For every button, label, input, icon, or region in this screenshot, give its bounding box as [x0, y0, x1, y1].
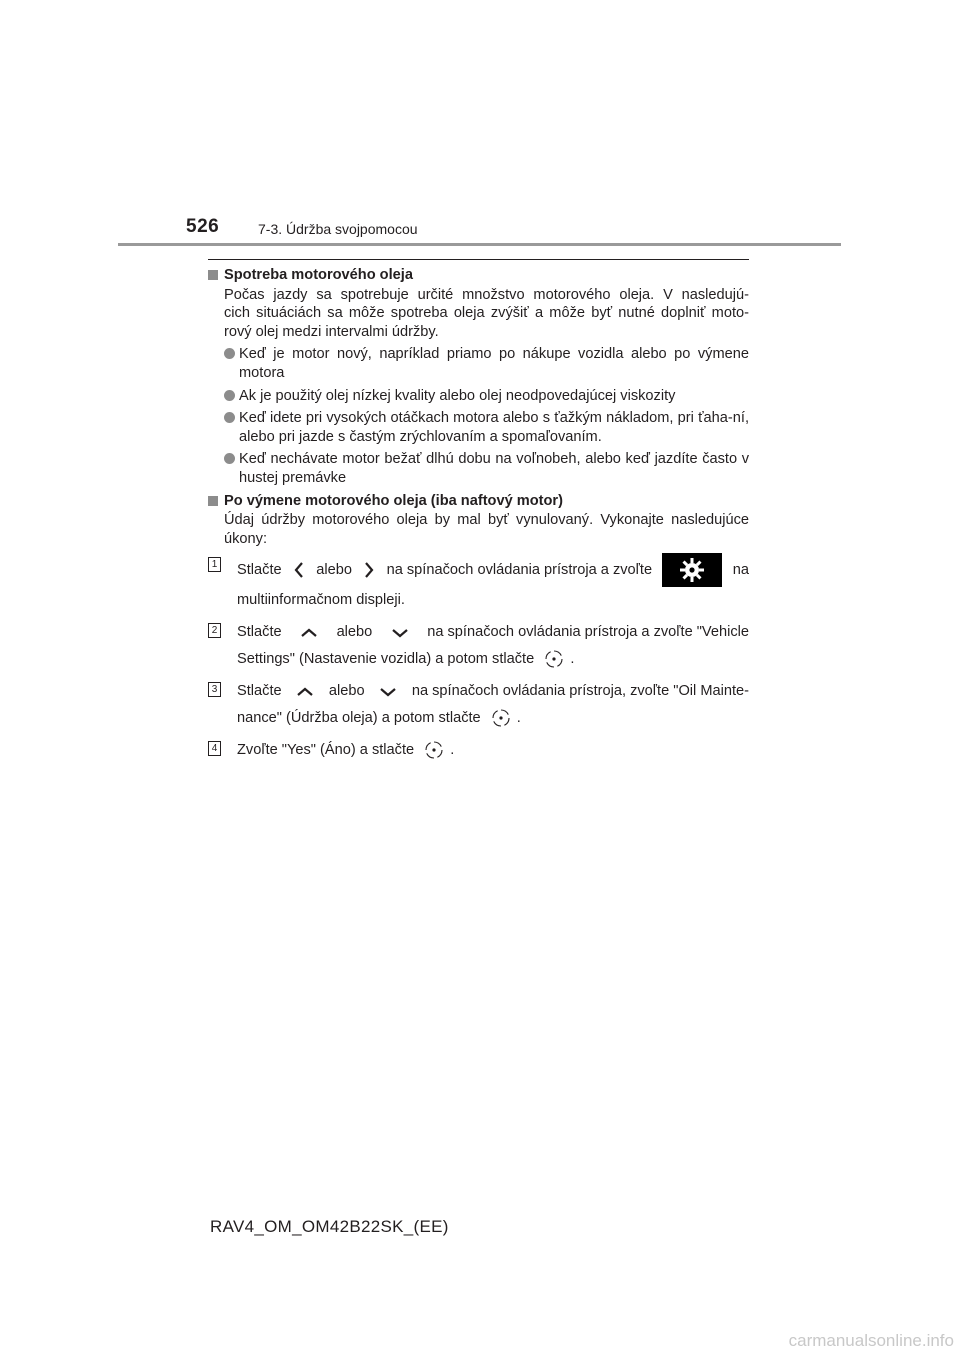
chevron-right-icon [362, 561, 376, 579]
section-heading [208, 266, 749, 285]
heading-text: Spotreba motorového oleja [224, 267, 413, 283]
section-heading [208, 492, 749, 511]
step-1 [208, 553, 749, 614]
step-word: Stlačte [237, 683, 282, 700]
watermark: carmanualsonline.info [788, 1331, 954, 1350]
chevron-down-icon [378, 685, 398, 699]
step-word: na spínačoch ovládania prístroja, zvoľte "Oil Mainte- [411, 683, 749, 700]
chevron-up-icon [295, 685, 315, 699]
bullet-dot-icon [224, 348, 235, 359]
chevron-left-icon [292, 561, 306, 579]
paragraph-line: cich situáciách sa môže spotreba oleja zvýšiť a môže byť nutné doplniť moto- [224, 305, 749, 322]
heading-square-icon [208, 270, 218, 280]
step-word: Stlačte [237, 624, 282, 641]
step-line [237, 619, 749, 646]
step-word: . [516, 710, 521, 727]
step-word: na spínačoch ovládania prístroja a zvoľte "Vehicle [427, 624, 749, 641]
step-2 [208, 619, 749, 673]
step-3 [208, 678, 749, 732]
chevron-down-icon [390, 626, 410, 640]
step-4 [208, 737, 749, 764]
bullet-dot-icon [224, 390, 235, 401]
bullet-item [224, 345, 749, 382]
bullet-item [224, 450, 749, 487]
step-word: . [570, 651, 575, 668]
section-title: 7-3. Údržba svojpomocou [258, 221, 418, 237]
step-word: Settings" (Nastavenie vozidla) a potom stlačte [237, 651, 535, 668]
document-code: RAV4_OM_OM42B22SK_(EE) [210, 1217, 449, 1236]
content [208, 266, 749, 764]
step-line [237, 705, 749, 732]
step-line [237, 646, 749, 673]
ok-button-icon [491, 708, 511, 728]
step-word: na spínačoch ovládania prístroja a zvoľte [386, 561, 653, 578]
paragraph-line: rový olej medzi intervalmi údržby. [224, 323, 439, 340]
ok-button-icon [544, 649, 564, 669]
bullet-text: Keď nechávate motor bežať dlhú dobu na voľnobeh, alebo keď jazdíte často v hustej premávke [239, 451, 749, 486]
step-word: alebo [328, 683, 365, 700]
step-number: 4 [208, 741, 221, 756]
step-line [237, 553, 749, 587]
chevron-up-icon [299, 626, 319, 640]
settings-gear-icon [662, 553, 722, 587]
step-line: multiinformačnom displeji. [237, 592, 405, 609]
bullet-dot-icon [224, 412, 235, 423]
header-rule [118, 243, 841, 246]
step-word: alebo [336, 624, 373, 641]
bullet-text: Ak je použitý olej nízkej kvality alebo olej neodpovedajúcej viskozity [239, 387, 676, 404]
heading-square-icon [208, 496, 218, 506]
content-rule [208, 259, 749, 260]
step-word: na [732, 561, 749, 578]
bullet-dot-icon [224, 453, 235, 464]
paragraph: Údaj údržby motorového oleja by mal byť vynulovaný. Vykonajte nasledujúce úkony: [224, 512, 749, 547]
step-word: Zvoľte "Yes" (Áno) a stlačte [237, 742, 415, 759]
bullet-text: Keď je motor nový, napríklad priamo po nákupe vozidla alebo po výmene motora [239, 346, 749, 381]
bullet-item [224, 409, 749, 446]
paragraph [224, 286, 749, 342]
paragraph-line: Počas jazdy sa spotrebuje určité množstvo motorového oleja. V nasledujú- [224, 286, 749, 303]
ok-button-icon [424, 740, 444, 760]
bullet-text: Keď idete pri vysokých otáčkach motora alebo s ťažkým nákladom, pri ťaha-ní, alebo pri jazde s častým zrýchlovaním a spomaľovaním. [239, 410, 749, 445]
heading-text: Po výmene motorového oleja (iba naftový motor) [224, 492, 563, 509]
step-number: 3 [208, 682, 221, 697]
step-line [237, 737, 749, 764]
bullet-item [224, 387, 749, 406]
step-number: 1 [208, 557, 221, 572]
step-word: Stlačte [237, 561, 282, 578]
page-number: 526 [186, 216, 220, 237]
step-number: 2 [208, 623, 221, 638]
step-line [237, 678, 749, 705]
step-word: alebo [316, 561, 352, 578]
step-word: nance" (Údržba oleja) a potom stlačte [237, 710, 481, 727]
step-word: . [450, 742, 455, 759]
